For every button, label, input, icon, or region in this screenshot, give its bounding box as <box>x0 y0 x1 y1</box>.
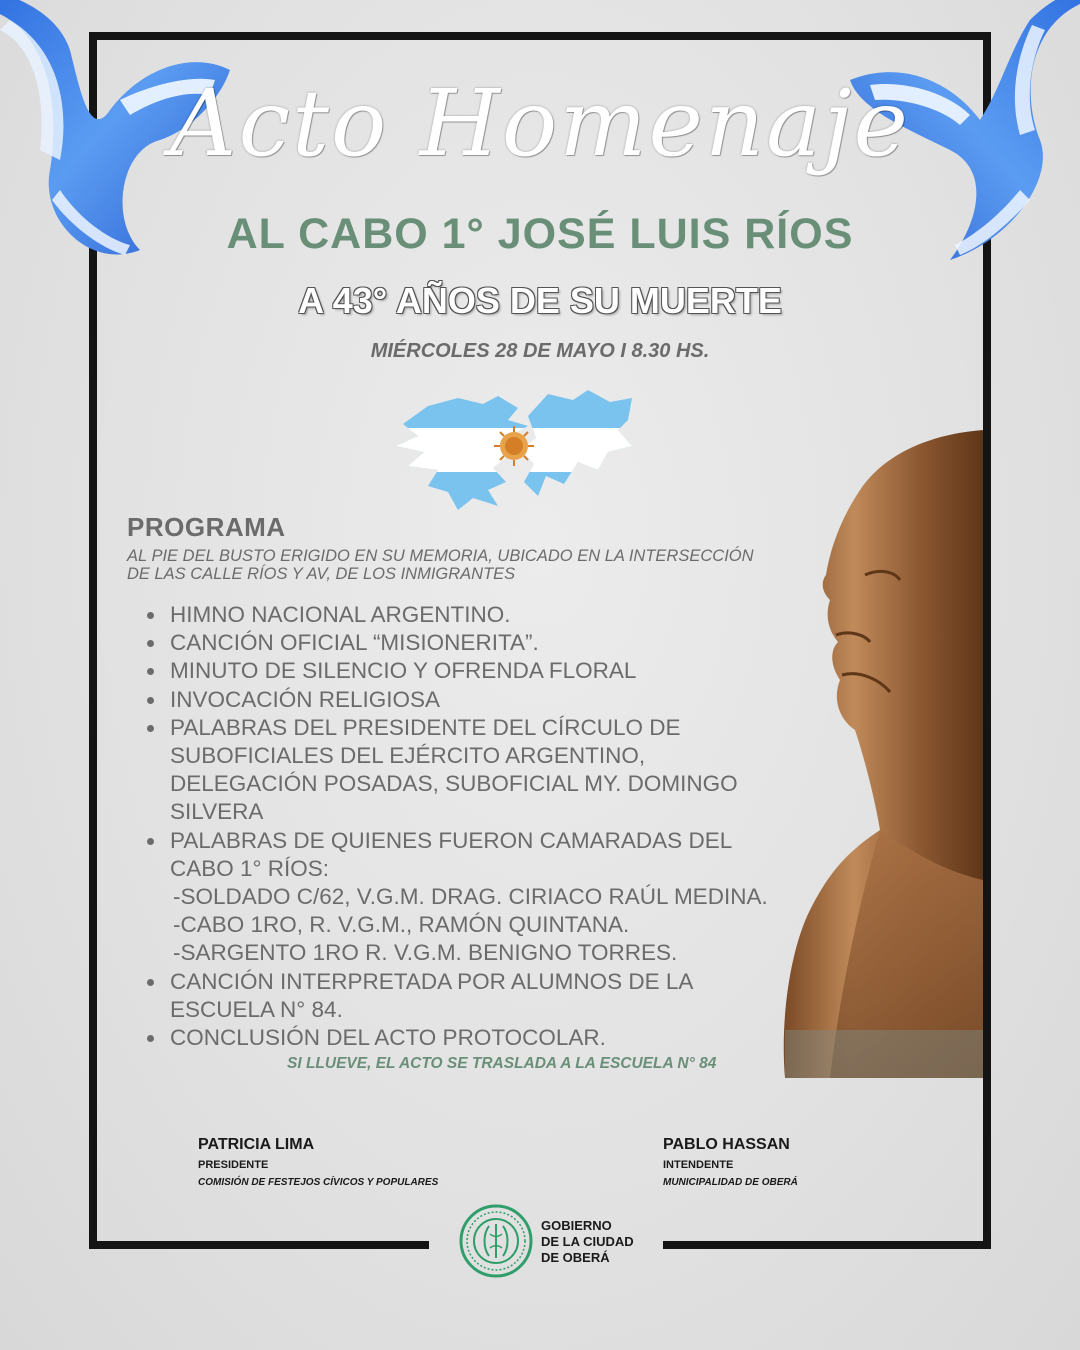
list-subitem: -CABO 1RO, R. V.G.M., RAMÓN QUINTANA. <box>173 912 630 938</box>
program-list <box>145 601 805 1052</box>
list-item: PALABRAS DE QUIENES FUERON CAMARADAS DEL <box>145 827 805 855</box>
signature-org: COMISIÓN DE FESTEJOS CÍVICOS Y POPULARES <box>198 1177 439 1188</box>
list-item: CANCIÓN INTERPRETADA POR ALUMNOS DE LA <box>145 968 805 996</box>
logo-line: DE OBERÁ <box>541 1250 610 1265</box>
signature-role: INTENDENTE <box>663 1159 734 1171</box>
rain-note: SI LLUEVE, EL ACTO SE TRASLADA A LA ESCUELA N° 84 <box>287 1055 717 1072</box>
list-item-continuation: SILVERA <box>170 799 264 825</box>
city-government-label <box>541 1218 634 1266</box>
date-time: MIÉRCOLES 28 DE MAYO I 8.30 HS. <box>370 340 710 362</box>
frame-bottom-right-border <box>663 1241 991 1249</box>
list-item: PALABRAS DEL PRESIDENTE DEL CÍRCULO DE <box>145 714 805 742</box>
signature-right <box>663 1136 798 1188</box>
city-seal-icon <box>459 1204 533 1278</box>
signature-org: MUNICIPALIDAD DE OBERÁ <box>663 1177 798 1188</box>
main-title: AL CABO 1° JOSÉ LUIS RÍOS <box>226 210 854 258</box>
script-title: Acto Homenaje <box>170 70 910 177</box>
list-item: CANCIÓN OFICIAL “MISIONERITA”. <box>145 629 805 657</box>
list-subitem: -SARGENTO 1RO R. V.G.M. BENIGNO TORRES. <box>173 940 678 966</box>
signature-role: PRESIDENTE <box>198 1159 269 1171</box>
list-item: CONCLUSIÓN DEL ACTO PROTOCOLAR. <box>145 1024 805 1052</box>
frame-bottom-left-border <box>89 1241 429 1249</box>
malvinas-map-icon <box>388 386 636 520</box>
list-item: MINUTO DE SILENCIO Y OFRENDA FLORAL <box>145 657 805 685</box>
programa-heading: PROGRAMA <box>127 512 286 542</box>
list-item-continuation: SUBOFICIALES DEL EJÉRCITO ARGENTINO, <box>170 743 646 769</box>
list-subitem: -SOLDADO C/62, V.G.M. DRAG. CIRIACO RAÚL MEDINA. <box>173 884 768 910</box>
subtitle: A 43° AÑOS DE SU MUERTE <box>298 280 782 321</box>
programa-location <box>127 547 807 583</box>
list-item: HIMNO NACIONAL ARGENTINO. <box>145 601 805 629</box>
list-item-continuation: ESCUELA N° 84. <box>170 996 343 1022</box>
list-item: INVOCACIÓN RELIGIOSA <box>145 686 805 714</box>
signature-name: PABLO HASSAN <box>663 1136 790 1153</box>
signature-left <box>198 1136 438 1188</box>
programa-location-line: DE LAS CALLE RÍOS Y AV, DE LOS INMIGRANTES <box>127 565 516 583</box>
logo-line: GOBIERNO <box>541 1218 612 1233</box>
logo-line: DE LA CIUDAD <box>541 1234 634 1249</box>
programa-location-line: AL PIE DEL BUSTO ERIGIDO EN SU MEMORIA, UBICADO EN LA INTERSECCIÓN <box>127 547 754 565</box>
list-item-continuation: DELEGACIÓN POSADAS, SUBOFICIAL MY. DOMINGO <box>170 771 738 797</box>
signature-name: PATRICIA LIMA <box>198 1136 315 1153</box>
list-item-continuation: CABO 1° RÍOS: <box>170 855 330 881</box>
